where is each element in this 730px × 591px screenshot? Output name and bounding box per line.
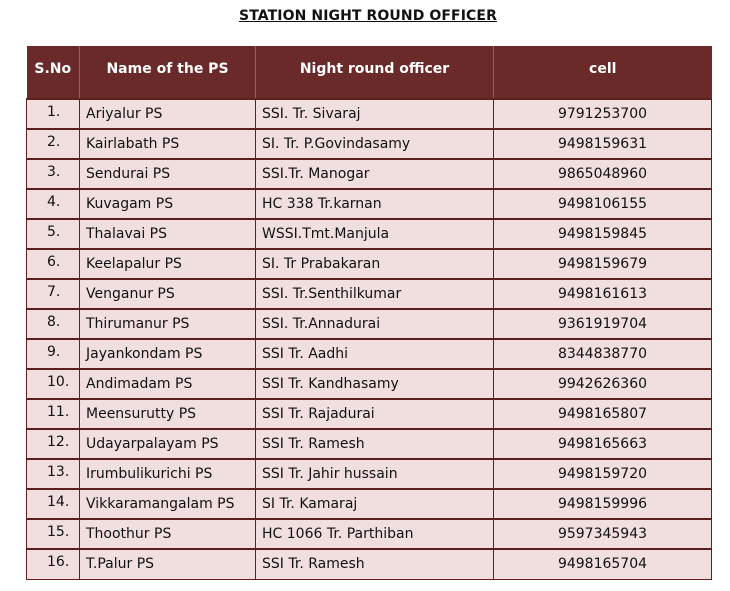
row-cell-number: 9597345943 (494, 519, 712, 549)
row-officer: HC 338 Tr.karnan (256, 189, 494, 219)
row-officer: SSI Tr. Jahir hussain (256, 459, 494, 489)
row-cell-number: 8344838770 (494, 339, 712, 369)
row-ps-name: Thoothur PS (80, 519, 256, 549)
row-cell-number: 9498165663 (494, 429, 712, 459)
row-ps-name: Irumbulikurichi PS (80, 459, 256, 489)
row-officer: SSI Tr. Ramesh (256, 429, 494, 459)
table-row (27, 309, 712, 339)
row-sno: 9. (27, 339, 80, 369)
row-sno: 8. (27, 309, 80, 339)
table-row (27, 369, 712, 399)
row-sno: 14. (27, 489, 80, 519)
row-sno: 3. (27, 159, 80, 189)
row-ps-name: Meensurutty PS (80, 399, 256, 429)
row-cell-number: 9942626360 (494, 369, 712, 399)
row-officer: SSI. Tr.Annadurai (256, 309, 494, 339)
table-row (27, 99, 712, 129)
row-ps-name: Andimadam PS (80, 369, 256, 399)
row-cell-number: 9498159845 (494, 219, 712, 249)
row-sno: 15. (27, 519, 80, 549)
row-cell-number: 9498165704 (494, 549, 712, 579)
row-officer: SI Tr. Kamaraj (256, 489, 494, 519)
row-cell-number: 9498159996 (494, 489, 712, 519)
row-cell-number: 9498159631 (494, 129, 712, 159)
row-ps-name: Venganur PS (80, 279, 256, 309)
table-row (27, 399, 712, 429)
table-row (27, 489, 712, 519)
page-title: STATION NIGHT ROUND OFFICER (239, 8, 497, 24)
row-ps-name: Udayarpalayam PS (80, 429, 256, 459)
row-ps-name: Thirumanur PS (80, 309, 256, 339)
row-officer: SSI Tr. Aadhi (256, 339, 494, 369)
table-row (27, 159, 712, 189)
row-officer: SSI.Tr. Manogar (256, 159, 494, 189)
row-ps-name: Kuvagam PS (80, 189, 256, 219)
row-sno: 5. (27, 219, 80, 249)
row-officer: SSI Tr. Kandhasamy (256, 369, 494, 399)
row-sno: 11. (27, 399, 80, 429)
table-header-row (27, 46, 712, 99)
row-officer: WSSI.Tmt.Manjula (256, 219, 494, 249)
row-officer: SI. Tr. P.Govindasamy (256, 129, 494, 159)
table-row (27, 219, 712, 249)
row-officer: SI. Tr Prabakaran (256, 249, 494, 279)
row-sno: 12. (27, 429, 80, 459)
table-row (27, 279, 712, 309)
table-row (27, 189, 712, 219)
table-row (27, 429, 712, 459)
row-officer: SSI. Tr.Senthilkumar (256, 279, 494, 309)
row-sno: 10. (27, 369, 80, 399)
header-officer: Night round officer (256, 46, 494, 99)
row-ps-name: Ariyalur PS (80, 99, 256, 129)
row-sno: 6. (27, 249, 80, 279)
row-cell-number: 9791253700 (494, 99, 712, 129)
table-row (27, 129, 712, 159)
row-sno: 4. (27, 189, 80, 219)
row-ps-name: Thalavai PS (80, 219, 256, 249)
row-ps-name: Keelapalur PS (80, 249, 256, 279)
table-row (27, 519, 712, 549)
row-cell-number: 9498106155 (494, 189, 712, 219)
row-cell-number: 9498161613 (494, 279, 712, 309)
row-sno: 7. (27, 279, 80, 309)
table-row (27, 459, 712, 489)
row-cell-number: 9498165807 (494, 399, 712, 429)
row-ps-name: T.Palur PS (80, 549, 256, 579)
header-cell: cell (494, 46, 712, 99)
row-cell-number: 9361919704 (494, 309, 712, 339)
row-sno: 16. (27, 549, 80, 579)
header-ps-name: Name of the PS (80, 46, 256, 99)
officer-table (26, 46, 712, 580)
row-officer: HC 1066 Tr. Parthiban (256, 519, 494, 549)
table-row (27, 549, 712, 579)
row-ps-name: Jayankondam PS (80, 339, 256, 369)
row-cell-number: 9498159679 (494, 249, 712, 279)
row-officer: SSI Tr. Ramesh (256, 549, 494, 579)
row-sno: 13. (27, 459, 80, 489)
row-officer: SSI Tr. Rajadurai (256, 399, 494, 429)
row-officer: SSI. Tr. Sivaraj (256, 99, 494, 129)
row-ps-name: Sendurai PS (80, 159, 256, 189)
header-sno: S.No (27, 46, 80, 99)
row-cell-number: 9498159720 (494, 459, 712, 489)
row-sno: 1. (27, 99, 80, 129)
row-ps-name: Vikkaramangalam PS (80, 489, 256, 519)
table-row (27, 339, 712, 369)
row-sno: 2. (27, 129, 80, 159)
table-row (27, 249, 712, 279)
row-cell-number: 9865048960 (494, 159, 712, 189)
row-ps-name: Kairlabath PS (80, 129, 256, 159)
